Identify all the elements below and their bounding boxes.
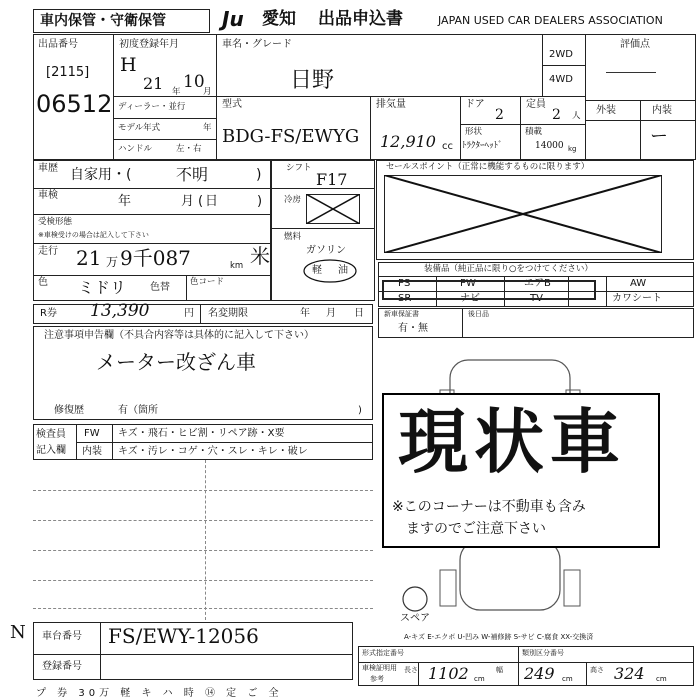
repair-value: 有（箇所 <box>118 405 158 416</box>
type-number-label: 形式指定番号 <box>362 649 404 657</box>
inspector-fw: FW <box>84 428 100 439</box>
equip-tv: TV <box>530 293 543 304</box>
inspection-open: ( <box>198 194 204 209</box>
length-label: 長さ <box>404 666 418 674</box>
car-name-label: 車名・グレード <box>222 39 292 50</box>
color-label: 色 <box>38 277 48 288</box>
displacement-value: 12,910 <box>380 132 436 151</box>
lot-label: 出品番号 <box>38 39 78 50</box>
registration-label: 初度登録年月 <box>119 39 179 50</box>
dealer-label: ディーラー・並行 <box>118 102 186 112</box>
length-unit: cm <box>474 675 485 683</box>
registration-era: H <box>120 54 137 76</box>
capacity-unit: 人 <box>572 111 581 121</box>
inspector-interior: 内装 <box>82 446 102 457</box>
ju-logo: Ju <box>222 7 244 31</box>
recycle-block <box>33 301 373 324</box>
model-year-unit: 年 <box>203 123 212 133</box>
inspection-month: 月 <box>181 194 195 209</box>
notes-label: 注意事項申告欄（不具合内容等は具体的に記入して下さい） <box>44 330 314 341</box>
inspection-day: 日 <box>205 194 219 209</box>
spare-tire-icon <box>400 584 430 614</box>
history-value: 自家用・( <box>70 167 132 183</box>
capacity-label: 定員 <box>526 99 546 110</box>
mileage-mark: 米 <box>250 244 270 268</box>
capacity-value: 2 <box>552 107 561 123</box>
inspection-label: 車検 <box>38 190 58 201</box>
rear-seat-label: 後日品 <box>468 310 489 318</box>
equip-sr: SR <box>398 293 412 304</box>
shift-label: シフト <box>286 163 312 173</box>
displacement-label: 排気量 <box>376 99 406 110</box>
notes-value: メーター改ざん車 <box>96 350 256 374</box>
inspector-label-1: 検査員 <box>36 429 66 440</box>
equip-kawa: カワシート <box>612 293 662 304</box>
fuel-label: 燃料 <box>284 232 302 242</box>
car-name-value: 日野 <box>290 68 335 93</box>
equip-airbag: エアB <box>524 278 551 289</box>
recycle-value: 13,390 <box>90 301 150 321</box>
width-label: 幅 <box>496 666 503 674</box>
as-is-title: 現状車 <box>398 401 626 483</box>
equipment-label: 装備品（純正品に限り○をつけてください） <box>424 264 593 274</box>
door-value: 2 <box>495 107 504 123</box>
registration-year-unit: 年 <box>172 87 181 97</box>
color-change: 色替 <box>150 282 170 293</box>
mileage-label: 走行 <box>38 246 58 257</box>
repair-label: 修復歴 <box>54 405 84 416</box>
mileage-man: 21 <box>76 246 102 270</box>
repair-close: ) <box>358 405 362 416</box>
handle-label: ハンドル <box>118 144 153 154</box>
brand-name: 愛知 <box>262 9 296 29</box>
handle-value: 左・右 <box>176 144 202 154</box>
inspector-fw-items: キズ・飛石・ヒビ割・リペア跡・X要 <box>118 428 285 439</box>
chassis-label: 車台番号 <box>42 631 82 642</box>
inherit-label: 受検形態 <box>38 217 73 227</box>
sales-point-label: セールスポイント（正常に機能するものに限ります） <box>386 162 590 172</box>
new-cert-value: 有・無 <box>398 323 428 334</box>
model-year-label: モデル年式 <box>118 123 161 133</box>
shift-value: F17 <box>316 170 348 189</box>
shape-value: ﾄﾗｸﾀｰﾍｯﾄﾞ <box>462 141 503 151</box>
interior-label: 内装 <box>652 105 672 116</box>
color-value: ミドリ <box>78 278 127 297</box>
equip-aw: AW <box>630 278 647 289</box>
mileage-rest: 9千087 <box>120 246 191 270</box>
association-name: JAPAN USED CAR DEALERS ASSOCIATION <box>438 14 663 27</box>
aircon-label: 冷房 <box>284 195 302 205</box>
as-is-note-2: ますのでご注意下さい <box>406 521 546 537</box>
height-unit: cm <box>656 675 667 683</box>
top-section-frame <box>33 34 696 160</box>
model-label: 型式 <box>222 99 242 110</box>
drive-2wd: 2WD <box>549 49 573 60</box>
chassis-value: FS/EWY-12056 <box>108 624 259 648</box>
inspection-cert-label: 車検証明用 <box>362 664 397 672</box>
displacement-unit: cc <box>442 141 453 152</box>
ref-label: 参考 <box>370 675 384 683</box>
registration-year: 21 <box>143 74 164 93</box>
history-label: 車歴 <box>38 163 58 174</box>
class-number-label: 類別区分番号 <box>522 649 564 657</box>
lot-number: 06512 <box>36 90 113 118</box>
inspection-close: ) <box>257 194 263 209</box>
name-change-day: 日 <box>354 308 364 319</box>
rating-label: 評価点 <box>620 39 650 50</box>
sales-point-cross-mark <box>384 175 662 253</box>
fuel-circle <box>300 258 360 284</box>
storage-badge: 車内保管・守衛保管 <box>40 13 166 29</box>
drive-4wd: 4WD <box>549 74 573 85</box>
mileage-man-unit: 万 <box>106 255 119 269</box>
inherit-note: ※車検受けの場合は記入して下さい <box>38 231 149 239</box>
equip-navi: ナビ <box>460 293 480 304</box>
interior-rating: ー <box>650 126 668 147</box>
name-change-label: 名変期限 <box>208 308 248 319</box>
inspector-interior-items: キズ・汚レ・コゲ・穴・スレ・キレ・破レ <box>118 446 308 457</box>
load-unit: kg <box>568 145 577 153</box>
registration-month: 10 <box>183 72 205 92</box>
reg-number-label: 登録番号 <box>42 661 82 672</box>
inspector-label-2: 記入欄 <box>36 445 66 456</box>
mileage-unit: km <box>230 261 244 271</box>
recycle-label: R券 <box>40 308 57 319</box>
as-is-note-1: ※このコーナーは不動車も含み <box>392 499 586 515</box>
fuel-oil: 油 <box>338 265 348 276</box>
damage-legend: A-キズ E-エクボ U-凹み W-補修跡 S-サビ C-腐食 XX-交換済 <box>404 633 594 641</box>
color-code-label: 色コード <box>190 277 225 287</box>
shape-label: 形状 <box>465 127 483 137</box>
equip-pw: PW <box>460 278 476 289</box>
load-value: 14000 <box>535 141 564 151</box>
fuel-gasoline: ガソリン <box>306 245 346 256</box>
door-label: ドア <box>465 99 485 110</box>
width-value: 249 <box>524 664 555 683</box>
exterior-label: 外装 <box>596 105 616 116</box>
aircon-cross-mark <box>306 194 360 224</box>
history-note: 不明 <box>176 165 209 184</box>
name-change-month: 月 <box>326 308 336 319</box>
new-cert-label: 新車保証書 <box>384 310 419 318</box>
history-close: ) <box>256 167 262 183</box>
lot-code: [2115] <box>46 65 90 80</box>
equip-ps: PS <box>398 278 411 289</box>
footer-codes: プ 券 30万 軽 キ ハ 時 ⑭ 定 ご 全 <box>36 688 283 699</box>
length-value: 1102 <box>428 664 469 683</box>
equipment-strike-box <box>382 280 596 300</box>
recycle-unit: 円 <box>184 308 194 319</box>
chassis-side-mark: N <box>10 622 26 643</box>
fuel-light: 軽 <box>312 265 322 276</box>
height-label: 高さ <box>590 666 604 674</box>
load-label: 積載 <box>525 127 543 137</box>
registration-month-unit: 月 <box>203 87 212 97</box>
spare-label: スペア <box>400 613 430 624</box>
inspection-year: 年 <box>118 194 132 209</box>
name-change-year: 年 <box>300 308 310 319</box>
document-title: 出品申込書 <box>318 9 403 29</box>
height-value: 324 <box>614 664 645 683</box>
width-unit: cm <box>562 675 573 683</box>
model-value: BDG-FS/EWYG <box>222 126 360 147</box>
